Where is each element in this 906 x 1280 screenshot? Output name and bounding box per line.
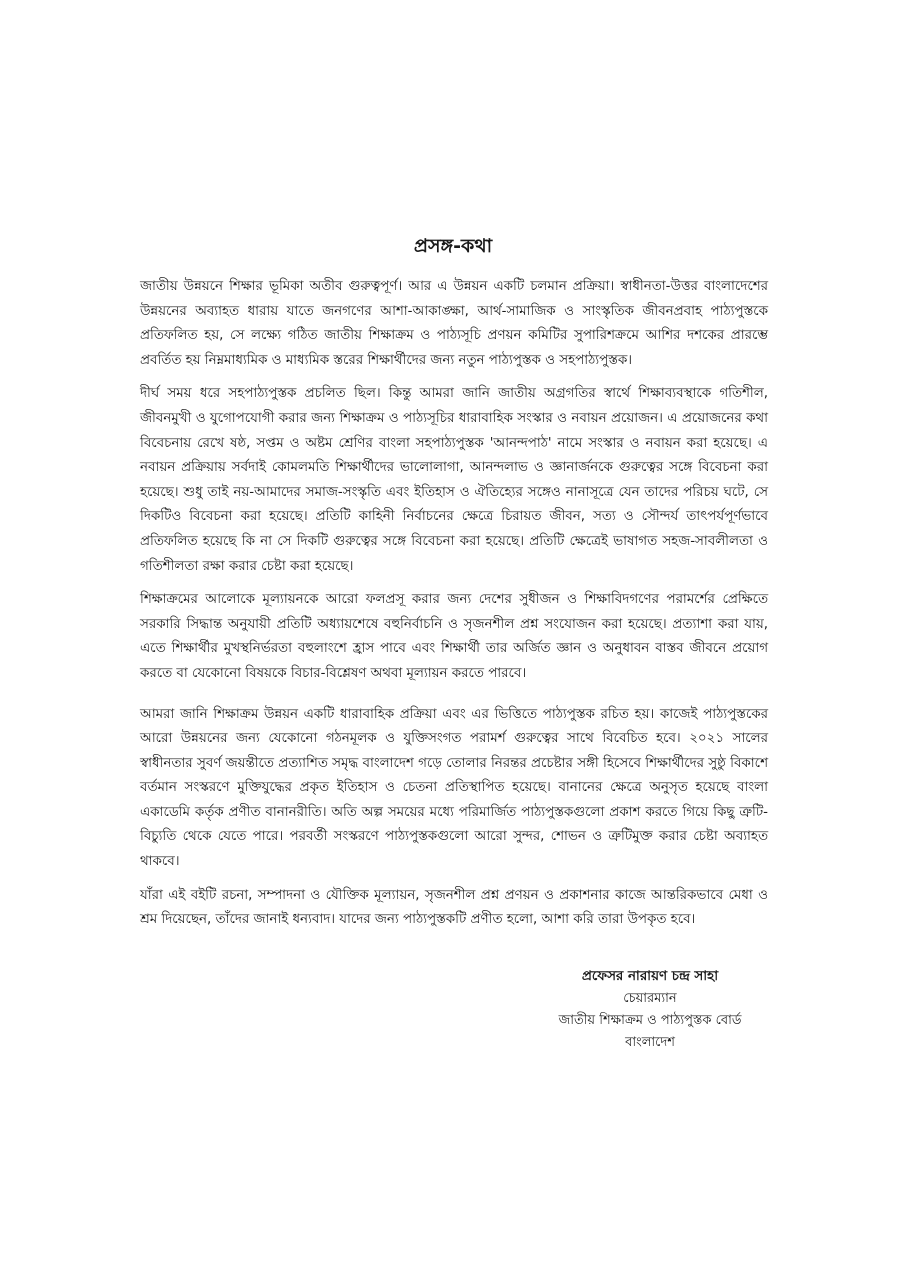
paragraph-1: জাতীয় উন্নয়নে শিক্ষার ভূমিকা অতীব গুরুত্বপূর্ণ। আর এ উন্নয়ন একটি চলমান প্রক্রিয়া। স্বাধীনতা-উত্তর বাংলাদেশের উন্নয়নের অব্যাহত ধারায় যাতে জনগণের আশা-আকাঙ্ক্ষা, আর্থ-সামাজিক ও সাংস্কৃতিক জীবনপ্রবাহ পাঠ্যপুস্তকে প্রতিফলিত হয়, সে লক্ষ্যে গঠিত জাতীয় শিক্ষাক্রম ও পাঠ্যসূচি প্রণয়ন কমিটির সুপারিশক্রমে আশির দশকের প্রারম্ভে প্রবর্তিত হয় নিম্নমাধ্যমিক ও মাধ্যমিক স্তরের শিক্ষার্থীদের জন্য নতুন পাঠ্যপুস্তক ও সহপাঠ্যপুস্তক। bbox=[140, 279, 768, 368]
signatory-name: প্রফেসর নারায়ণ চন্দ্র সাহা bbox=[581, 969, 719, 984]
signatory-organization: জাতীয় শিক্ষাক্রম ও পাঠ্যপুস্তক বোর্ড bbox=[558, 1013, 742, 1028]
paragraph-4: আমরা জানি শিক্ষাক্রম উন্নয়ন একটি ধারাবাহিক প্রক্রিয়া এবং এর ভিত্তিতে পাঠ্যপুস্তক রচিত হয়। কাজেই পাঠ্যপুস্তকের আরো উন্নয়নের জন্য যেকোনো গঠনমূলক ও যুক্তিসংগত পরামর্শ গুরুত্বের সাথে বিবেচিত হবে। ২০২১ সালের স্বাধীনতার সুবর্ণ জয়ন্তীতে প্রত্যাশিত সমৃদ্ধ বাংলাদেশ গড়ে তোলার নিরন্তর প্রচেষ্টার সঙ্গী হিসেবে শিক্ষার্থীদের সুষ্ঠু বিকাশে বর্তমান সংস্করণে মুক্তিযুদ্ধের প্রকৃত ইতিহাস ও চেতনা প্রতিস্থাপিত হয়েছে। বানানের ক্ষেত্রে অনুসৃত হয়েছে বাংলা একাডেমি কর্তৃক প্রণীত বানানরীতি। অতি অল্প সময়ের মধ্যে পরিমার্জিত পাঠ্যপুস্তকগুলো প্রকাশ করতে গিয়ে কিছু ত্রুটি-বিচ্যুতি থেকে যেতে পারে। পরবর্তী সংস্করণে পাঠ্যপুস্তকগুলো আরো সুন্দর, শোভন ও ত্রুটিমুক্ত করার চেষ্টা অব্যাহত থাকবে। bbox=[140, 706, 768, 870]
paragraph-5: যাঁরা এই বইটি রচনা, সম্পাদনা ও যৌক্তিক মূল্যায়ন, সৃজনশীল প্রশ্ন প্রণয়ন ও প্রকাশনার কাজে আন্তরিকভাবে মেধা ও শ্রম দিয়েছেন, তাঁদের জানাই ধন্যবাদ। যাদের জন্য পাঠ্যপুস্তকটি প্রণীত হলো, আশা করি তারা উপকৃত হবে। bbox=[140, 887, 768, 928]
paragraph-3: শিক্ষাক্রমের আলোকে মূল্যায়নকে আরো ফলপ্রসূ করার জন্য দেশের সুধীজন ও শিক্ষাবিদগণের পরামর্শের প্রেক্ষিতে সরকারি সিদ্ধান্ত অনুযায়ী প্রতিটি অধ্যায়শেষে বহুনির্বাচনি ও সৃজনশীল প্রশ্ন সংযোজন করা হয়েছে। প্রত্যাশা করা যায়, এতে শিক্ষার্থীর মুখস্থনির্ভরতা বহুলাংশে হ্রাস পাবে এবং শিক্ষার্থী তার অর্জিত জ্ঞান ও অনুধাবন বাস্তব জীবনে প্রয়োগ করতে বা যেকোনো বিষয়কে বিচার-বিশ্লেষণ অথবা মূল্যায়ন করতে পারবে। bbox=[140, 592, 768, 681]
signature-block bbox=[530, 966, 770, 1054]
page-title: প্রসঙ্গ-কথা bbox=[413, 235, 493, 257]
signatory-country: বাংলাদেশ bbox=[625, 1035, 675, 1050]
signatory-designation: চেয়ারম্যান bbox=[623, 991, 677, 1006]
paragraph-2: দীর্ঘ সময় ধরে সহপাঠ্যপুস্তক প্রচলিত ছিল। কিন্তু আমরা জানি জাতীয় অগ্রগতির স্বার্থে শিক্ষাব্যবস্থাকে গতিশীল, জীবনমুখী ও যুগোপযোগী করার জন্য শিক্ষাক্রম ও পাঠ্যসূচির ধারাবাহিক সংস্কার ও নবায়ন প্রয়োজন। এ প্রয়োজনের কথা বিবেচনায় রেখে ষষ্ঠ, সপ্তম ও অষ্টম শ্রেণির বাংলা সহপাঠ্যপুস্তক 'আনন্দপাঠ' নামে সংস্কার ও নবায়ন করা হয়েছে। এ নবায়ন প্রক্রিয়ায় সর্বদাই কোমলমতি শিক্ষার্থীদের ভালোলাগা, আনন্দলাভ ও জ্ঞানার্জনকে গুরুত্বের সঙ্গে বিবেচনা করা হয়েছে। শুধু তাই নয়-আমাদের সমাজ-সংস্কৃতি এবং ইতিহাস ও ঐতিহ্যের সঙ্গেও নানাসূত্রে যেন তাদের পরিচয় ঘটে, সে দিকটিও বিবেচনা করা হয়েছে। প্রতিটি কাহিনী নির্বাচনের ক্ষেত্রে চিরায়ত জীবন, সত্য ও সৌন্দর্য তাৎপর্যপূর্ণভাবে প্রতিফলিত হয়েছে কি না সে দিকটি গুরুত্বের সঙ্গে বিবেচনা করা হয়েছে। প্রতিটি ক্ষেত্রেই ভাষাগত সহজ-সাবলীলতা ও গতিশীলতা রক্ষা করার চেষ্টা করা হয়েছে। bbox=[140, 386, 768, 574]
body-text bbox=[140, 275, 768, 942]
